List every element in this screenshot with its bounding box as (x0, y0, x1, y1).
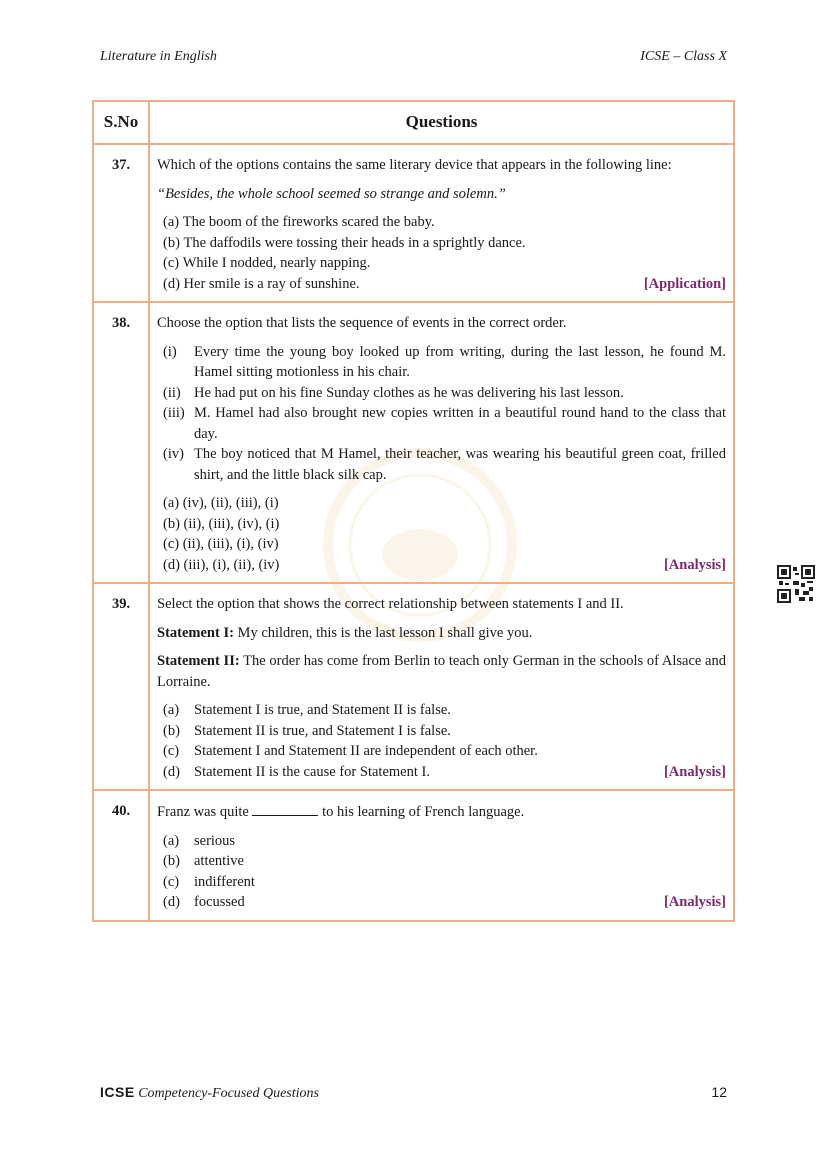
option-label: (a) (163, 495, 180, 511)
option-text: The daffodils were tossing their heads in a sprightly dance. (183, 234, 526, 251)
event-item (163, 444, 726, 485)
option-label: (a) (163, 214, 180, 230)
bloom-level-tag: [Analysis] (663, 894, 726, 910)
event-item (163, 403, 726, 444)
event-label: (iv) (163, 446, 184, 462)
event-label: (iii) (163, 405, 185, 421)
option-text: serious (194, 832, 236, 849)
option-text: Statement II is true, and Statement I is false. (194, 722, 451, 739)
event-text: The boy noticed that M Hamel, their teacher, was wearing his beautiful green coat, frilled shirt, and the little black silk cap. (194, 446, 726, 483)
option (163, 892, 726, 913)
event-text: Every time the young boy looked up from writing, during the last lesson, he found M. Hamel sitting motionless in his chair. (194, 343, 726, 380)
option (163, 212, 726, 233)
option (163, 741, 726, 762)
question-row (93, 302, 734, 583)
option (163, 514, 726, 535)
option-label: (d) (163, 763, 180, 780)
question-row (93, 583, 734, 790)
option-text: focussed (194, 894, 245, 910)
option-label: (c) (163, 255, 180, 271)
option (163, 872, 726, 893)
question-stem: Select the option that shows the correct relationship between statements I and II. (157, 596, 624, 612)
question-quote: “Besides, the whole school seemed so strange and solemn.” (157, 185, 506, 202)
question-number: 40. (93, 790, 149, 921)
event-label: (i) (163, 343, 177, 360)
bloom-level-tag: [Analysis] (663, 556, 726, 573)
option-text: (iv), (ii), (iii), (i) (182, 495, 279, 511)
table-header-row (93, 101, 734, 144)
statement-one-text: My children, this is the last lesson I shall give you. (237, 624, 533, 641)
fill-in-blank (252, 801, 318, 816)
stem-after-blank: to his learning of French language. (322, 804, 525, 820)
option (163, 762, 726, 783)
option-list (157, 212, 726, 294)
option (163, 493, 726, 514)
question-number: 39. (93, 583, 149, 790)
option-text: Her smile is a ray of sunshine. (183, 275, 360, 292)
statement-one (157, 623, 726, 644)
option-label: (b) (163, 515, 180, 532)
question-row (93, 144, 734, 302)
event-item (163, 342, 726, 383)
option (163, 851, 726, 872)
questions-table (92, 100, 735, 922)
footer-series (100, 1084, 319, 1102)
question-number: 37. (93, 144, 149, 302)
question-body (149, 144, 734, 302)
event-text: He had put on his fine Sunday clothes as he was delivering his last lesson. (194, 384, 624, 401)
option-text: Statement I is true, and Statement II is false. (194, 702, 451, 718)
option-text: attentive (194, 853, 244, 869)
option-label: (c) (163, 873, 180, 890)
question-number: 38. (93, 302, 149, 583)
option-list (157, 700, 726, 782)
question-stem (157, 801, 726, 823)
option-text: (iii), (i), (ii), (iv) (183, 556, 280, 573)
option (163, 831, 726, 852)
page-number: 12 (711, 1084, 727, 1100)
statement-two-text: The order has come from Berlin to teach only German in the schools of Alsace and Lorraine. (157, 653, 726, 690)
qr-code-icon[interactable] (777, 565, 815, 603)
option (163, 233, 726, 254)
option-text: While I nodded, nearly napping. (182, 255, 371, 271)
question-stem: Which of the options contains the same literary device that appears in the following line: (157, 157, 672, 173)
option (163, 555, 726, 576)
event-list (157, 342, 726, 486)
option-text: Statement I and Statement II are independent of each other. (194, 743, 538, 759)
sno-column-header: S.No (93, 101, 149, 144)
option (163, 700, 726, 721)
question-stem: Choose the option that lists the sequence of events in the correct order. (157, 315, 567, 331)
option-label: (b) (163, 234, 180, 251)
option-label: (c) (163, 536, 180, 552)
option-text: indifferent (194, 873, 255, 890)
running-header-title: Literature in English (100, 49, 217, 64)
option-label: (a) (163, 702, 180, 718)
option-label: (c) (163, 743, 180, 759)
statement-two-label: Statement II: (157, 653, 240, 669)
footer-board: ICSE (100, 1084, 135, 1100)
question-body (149, 583, 734, 790)
option-label: (b) (163, 722, 180, 739)
event-label: (ii) (163, 384, 181, 401)
option-text: The boom of the fireworks scared the baby. (182, 214, 435, 230)
question-body (149, 790, 734, 921)
option (163, 721, 726, 742)
option-list (157, 831, 726, 913)
option-text: (ii), (iii), (iv), (i) (183, 515, 280, 532)
option-label: (d) (163, 894, 180, 910)
footer-title: Competency-Focused Questions (138, 1086, 319, 1101)
running-header-class: ICSE – Class X (640, 49, 727, 64)
statement-two (157, 651, 726, 692)
option-label: (b) (163, 853, 180, 869)
questions-column-header: Questions (149, 101, 734, 144)
bloom-level-tag: [Analysis] (663, 763, 726, 780)
option (163, 274, 726, 295)
option-label: (d) (163, 275, 180, 292)
option-text: Statement II is the cause for Statement I. (194, 763, 430, 780)
option (163, 253, 726, 274)
option-label: (a) (163, 832, 180, 849)
option (163, 534, 726, 555)
statement-one-label: Statement I: (157, 624, 234, 641)
question-body (149, 302, 734, 583)
stem-before-blank: Franz was quite (157, 804, 249, 820)
bloom-level-tag: [Application] (643, 275, 726, 292)
event-text: M. Hamel had also brought new copies written in a beautiful round hand to the class that day. (194, 405, 726, 442)
question-row (93, 790, 734, 921)
option-text: (ii), (iii), (i), (iv) (182, 536, 279, 552)
option-list (157, 493, 726, 575)
option-label: (d) (163, 556, 180, 573)
event-item (163, 383, 726, 404)
